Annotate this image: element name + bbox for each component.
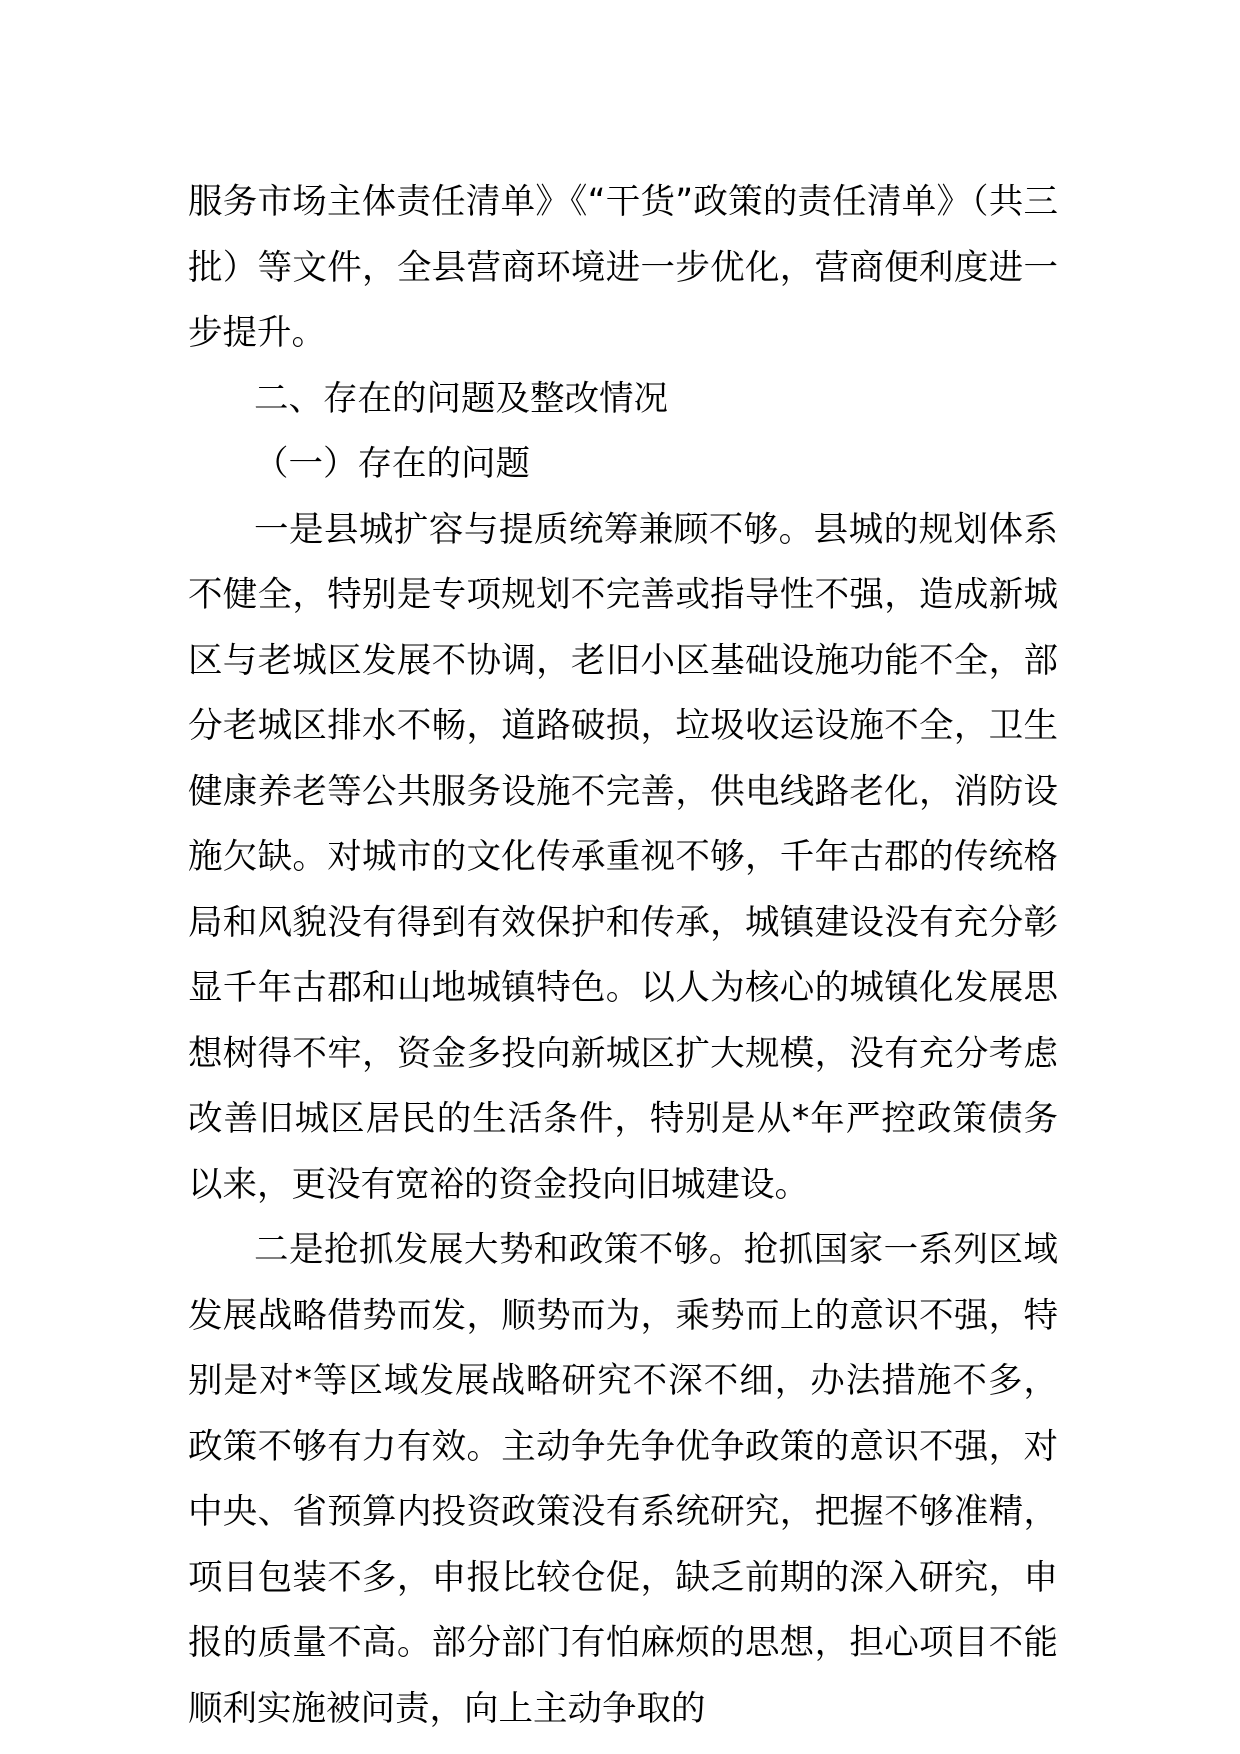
document-body bbox=[188, 170, 1058, 1742]
body-paragraph: 二是抢抓发展大势和政策不够。抢抓国家一系列区域发展战略借势而发，顺势而为，乘势而上的意识不强，特别是对*等区域发展战略研究不深不细，办法措施不多，政策不够有力有效。主动争先争优争政策的意识不强，对中央、省预算内投资政策没有系统研究，把握不够准精，项目包装不多，申报比较仓促，缺乏前期的深入研究，申报的质量不高。部分部门有怕麻烦的思想，担心项目不能顺利实施被问责，向上主动争取的 bbox=[188, 1230, 1058, 1729]
subsection-heading: （一）存在的问题 bbox=[254, 444, 530, 484]
continuation-paragraph: 服务市场主体责任清单》《“干货”政策的责任清单》（共三批）等文件，全县营商环境进一步优化，营商便利度进一步提升。 bbox=[188, 182, 1058, 353]
body-paragraph: 一是县城扩容与提质统筹兼顾不够。县城的规划体系不健全，特别是专项规划不完善或指导性不强，造成新城区与老城区发展不协调，老旧小区基础设施功能不全，部分老城区排水不畅，道路破损，垃圾收运设施不全，卫生健康养老等公共服务设施不完善，供电线路老化，消防设施欠缺。对城市的文化传承重视不够，千年古郡的传统格局和风貌没有得到有效保护和传承，城镇建设没有充分彰显千年古郡和山地城镇特色。以人为核心的城镇化发展思想树得不牢，资金多投向新城区扩大规模，没有充分考虑改善旧城区居民的生活条件，特别是从*年严控政策债务以来，更没有宽裕的资金投向旧城建设。 bbox=[188, 509, 1058, 1205]
section-heading: 二、存在的问题及整改情况 bbox=[254, 378, 668, 419]
